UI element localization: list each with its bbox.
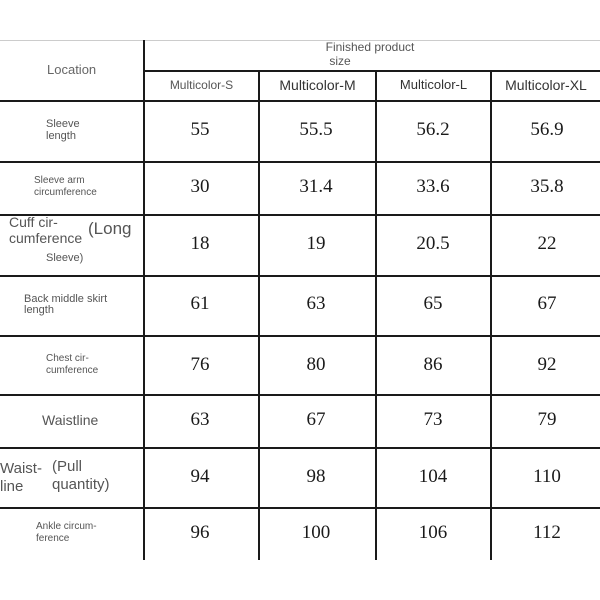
row-rule-7 xyxy=(0,507,600,509)
row-label-sleeve-length-1: Sleeve xyxy=(46,118,80,130)
cell-r5-l: 73 xyxy=(423,409,443,430)
column-header-m: Multicolor-M xyxy=(279,77,356,93)
finished-size-header-line1: Finished product xyxy=(325,40,415,54)
cell-r0-xl: 56.9 xyxy=(530,119,564,140)
column-header-xl: Multicolor-XL xyxy=(505,77,587,93)
location-header: Location xyxy=(47,62,97,77)
cell-r1-m: 31.4 xyxy=(299,176,333,197)
cell-r5-m: 67 xyxy=(306,409,326,430)
row-label-back-skirt-2: length xyxy=(24,304,54,316)
col-rule-3 xyxy=(375,70,377,560)
cell-r3-l: 65 xyxy=(423,293,443,314)
cell-r1-l: 33.6 xyxy=(416,176,450,197)
cell-r7-l: 106 xyxy=(418,522,448,543)
cell-r2-m: 19 xyxy=(306,233,326,254)
cell-r3-xl: 67 xyxy=(537,293,557,314)
cell-r2-s: 18 xyxy=(190,233,210,254)
cell-r1-s: 30 xyxy=(190,176,210,197)
cell-r3-m: 63 xyxy=(306,293,326,314)
cell-r0-m: 55.5 xyxy=(299,119,333,140)
row-rule-4 xyxy=(0,335,600,337)
col-rule-2 xyxy=(258,70,260,560)
row-label-cuff-2: cumference xyxy=(9,230,83,246)
row-label-waist-pull-1: Waist- xyxy=(0,460,42,477)
cell-r6-m: 98 xyxy=(306,466,326,487)
header-subrule xyxy=(145,70,600,72)
cell-r4-xl: 92 xyxy=(537,354,557,375)
cell-r2-l: 20.5 xyxy=(416,233,450,254)
header-bottom-rule xyxy=(0,100,600,102)
cell-r7-s: 96 xyxy=(190,522,210,543)
row-label-cuff-3: (Long xyxy=(88,219,132,238)
size-chart-table xyxy=(0,40,600,560)
cell-r2-xl: 22 xyxy=(537,233,557,254)
column-header-s: Multicolor-S xyxy=(169,78,234,92)
row-label-sleeve-arm-1: Sleeve arm xyxy=(34,175,85,186)
row-rule-5 xyxy=(0,394,600,396)
row-rule-1 xyxy=(0,161,600,163)
row-rule-2 xyxy=(0,214,600,216)
cell-r6-xl: 110 xyxy=(533,466,561,487)
cell-r5-s: 63 xyxy=(190,409,210,430)
cell-r4-s: 76 xyxy=(190,354,210,375)
row-label-chest-2: cumference xyxy=(46,365,99,376)
row-label-back-skirt-1: Back middle skirt xyxy=(24,293,108,305)
row-label-waist-pull-3: (Pull xyxy=(52,458,83,475)
row-label-ankle-1: Ankle circum- xyxy=(36,521,97,532)
row-label-sleeve-length-2: length xyxy=(46,130,76,142)
cell-r6-s: 94 xyxy=(190,466,210,487)
cell-r4-m: 80 xyxy=(306,354,326,375)
row-label-waist-pull-4: quantity) xyxy=(52,476,110,493)
column-header-l: Multicolor-L xyxy=(399,77,468,92)
finished-size-header-line2: size xyxy=(329,54,351,68)
row-label-sleeve-arm-2: circumference xyxy=(34,187,97,198)
cell-r0-s: 55 xyxy=(190,119,210,140)
cell-r4-l: 86 xyxy=(423,354,443,375)
cell-r7-xl: 112 xyxy=(533,522,561,543)
cell-r7-m: 100 xyxy=(301,522,331,543)
row-rule-6 xyxy=(0,447,600,449)
row-label-ankle-2: ference xyxy=(36,533,70,544)
cell-r3-s: 61 xyxy=(190,293,210,314)
cell-r0-l: 56.2 xyxy=(416,119,450,140)
row-label-chest-1: Chest cir- xyxy=(46,353,89,364)
row-label-waist-pull-2: line xyxy=(0,478,24,495)
cell-r6-l: 104 xyxy=(418,466,448,487)
row-label-cuff-1: Cuff cir- xyxy=(9,214,58,230)
cell-r5-xl: 79 xyxy=(537,409,557,430)
row-label-waistline: Waistline xyxy=(42,412,99,428)
cell-r1-xl: 35.8 xyxy=(530,176,564,197)
row-label-cuff-4: Sleeve) xyxy=(46,252,84,264)
table-top-rule xyxy=(0,40,600,41)
row-rule-3 xyxy=(0,275,600,277)
